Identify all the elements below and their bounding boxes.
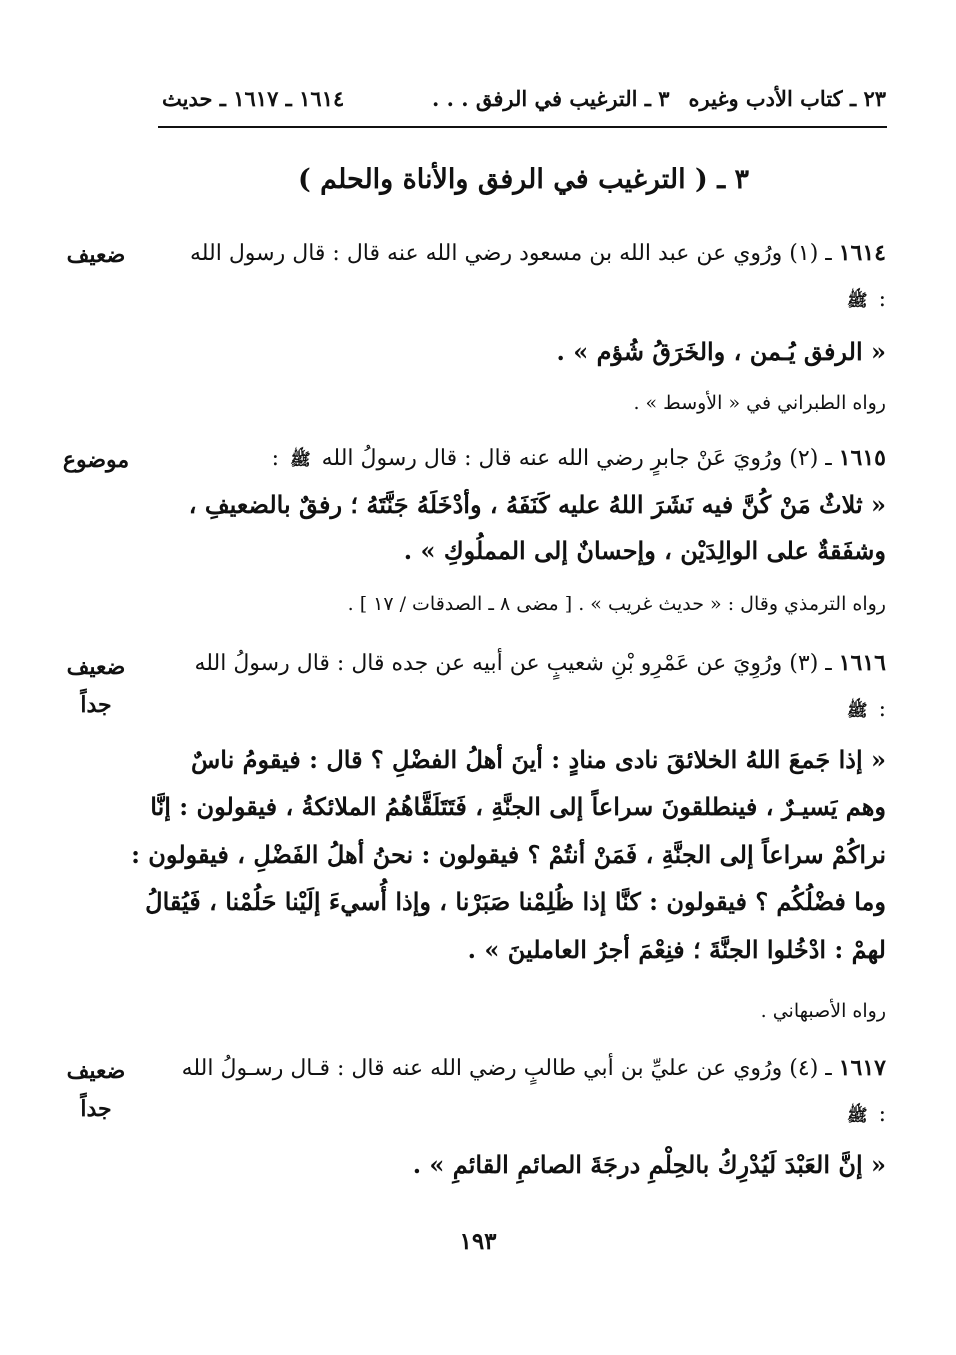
hadith-text-line: « الرفق يُـمن ، والخَرَقُ شُؤم » . xyxy=(556,337,886,366)
hadith-number: ١٦١٧ xyxy=(838,1055,886,1081)
hadith-number: ١٦١٤ xyxy=(838,240,886,266)
hadith-source: رواه الأصبهاني . xyxy=(760,1000,886,1022)
hadith-grade: موضوع xyxy=(62,447,130,473)
hadith-colon: : xyxy=(878,287,886,312)
header-rule xyxy=(158,126,887,128)
hadith-source: رواه الطبراني في « الأوسط » . xyxy=(633,392,886,414)
hadith-source: رواه الترمذي وقال : « حديث غريب » . [ مضى ٨ ـ الصدقات / ١٧ ] . xyxy=(347,593,886,615)
header-section: ٣ ـ الترغيب في الرفق . . . xyxy=(432,86,670,111)
hadith-text-line: نراكُمْ سراعاً إلى الجنَّةِ ، فَمَنْ أنتُمْ ؟ فيقولون : نحنُ أهلُ الفَضْلِ ، فيقولون : xyxy=(131,840,886,869)
hadith-intro xyxy=(182,1055,886,1081)
section-title: ٣ ـ ( الترغيب في الرفق والأناة والحلم ) xyxy=(297,164,750,195)
hadith-intro xyxy=(194,650,886,676)
hadith-colon: : xyxy=(878,1102,886,1127)
hadith-number: ١٦١٦ xyxy=(838,650,886,676)
page-number: ١٩٣ xyxy=(459,1228,497,1255)
hadith-text-line: « ثلاثٌ مَنْ كُنَّ فيه نَشَرَ اللهُ عليه كَنَفَهُ ، وأدْخَلَهُ جَنَّتَهُ ؛ رفقٌ بالضعيفِ ، xyxy=(188,490,886,519)
hadith-intro-text: ـ (٤) ورُوي عن عليِّ بن أبي طالبٍ رضي الله عنه قال : قـال رسـولُ الله xyxy=(181,1056,832,1081)
hadith-text-line: لهمْ : ادْخُلوا الجنَّةَ ؛ فنِعْمَ أجرُ العاملينَ » . xyxy=(467,935,886,964)
salla-ligature-icon: ﷺ xyxy=(847,291,868,311)
salla-ligature-icon: ﷺ xyxy=(847,701,868,721)
salla-ligature-icon: ﷺ xyxy=(290,450,311,470)
hadith-grade: ضعيف جداً xyxy=(66,654,126,718)
hadith-number: ١٦١٥ xyxy=(838,445,886,471)
hadith-intro-text: ـ (١) ورُوي عن عبد الله بن مسعود رضي الله عنه قال : قال رسول الله xyxy=(189,241,832,266)
hadith-intro xyxy=(272,445,886,474)
hadith-intro-end xyxy=(843,287,886,315)
hadith-text-line: « إنَّ العَبْدَ لَيُدْرِكُ بالحِلْمِ درجَةَ الصائمِ القائمِ » . xyxy=(412,1150,886,1179)
hadith-grade: ضعيف جداً xyxy=(66,1058,126,1122)
hadith-text-line: وما فضْلُكُم ؟ فيقولون : كنَّا إذا ظُلِمْنا صَبَرْنا ، وإذا أُسيءَ إلَيْنا حَلُمْنا ، فَيُقالُ xyxy=(145,887,886,916)
hadith-intro-end xyxy=(843,697,886,725)
hadith-colon: : xyxy=(878,697,886,722)
hadith-intro-text: ـ (٣) ورُوِيَ عن عَمْرِو بْنِ شعيبٍ عن أبيه عن جده قال : قال رسولُ الله xyxy=(194,651,832,676)
header-range: ١٦١٤ ـ ١٦١٧ ـ حديث xyxy=(162,86,345,111)
hadith-intro-end xyxy=(843,1102,886,1130)
hadith-text-line: وشفَقةٌ على الوالِدَيْن ، وإحسانٌ إلى المملُوكِ » . xyxy=(403,536,886,565)
hadith-intro-text: ـ (٢) ورُويَ عَنْ جابرٍ رضي الله عنه قال : قال رسولُ الله xyxy=(321,446,832,471)
header-chapter: ٢٣ ـ كتاب الأدب وغيره xyxy=(688,86,886,111)
hadith-text-line: « إذا جَمعَ اللهُ الخلائقَ نادى منادٍ : أينَ أهلُ الفضْلِ ؟ قال : فيقومُ ناسٌ xyxy=(191,745,886,774)
hadith-colon: : xyxy=(271,446,280,471)
hadith-intro xyxy=(190,240,886,266)
hadith-text-line: وهم يَسيـرٌ ، فينطلقونَ سراعاً إلى الجنَّةِ ، فَتَتَلَقَّاهُمُ الملائكةُ ، فيقولون : إنَّا xyxy=(150,792,886,821)
salla-ligature-icon: ﷺ xyxy=(847,1106,868,1126)
hadith-grade: ضعيف xyxy=(66,242,126,268)
